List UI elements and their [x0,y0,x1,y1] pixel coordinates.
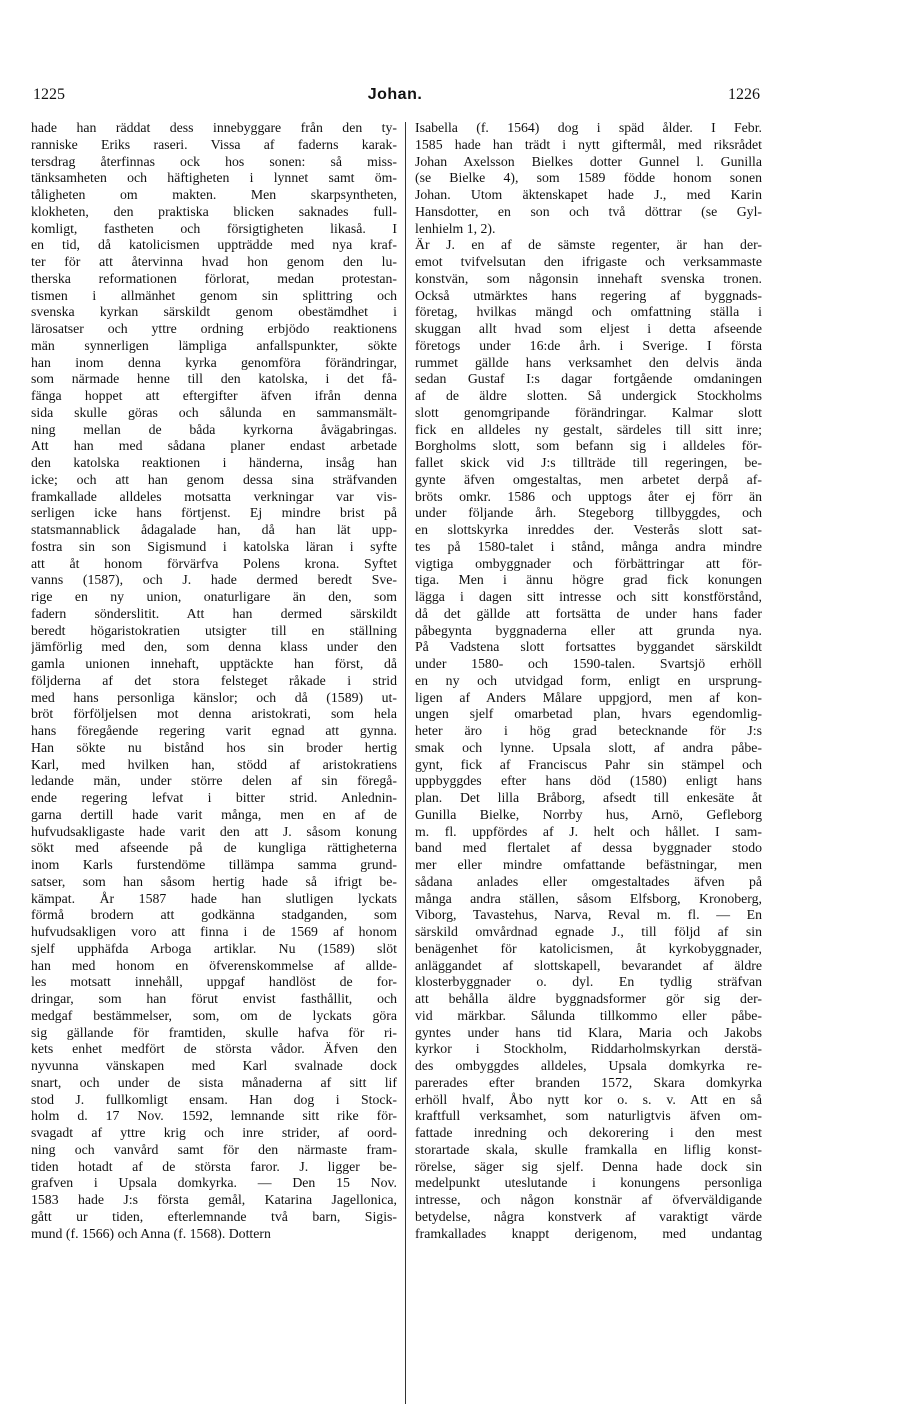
text-line: rige en ny union, onaturligare än den, som [31,589,397,604]
text-line: svenska kyrkan särskildt genom obestämdhet i [31,304,397,320]
text-line: På Vadstena slott fortsattes byggandet särskildt [415,639,762,655]
right-text-column [415,120,762,1242]
text-line: män synnerligen lämpliga anfallspunkter, sökte [31,337,397,353]
text-line: vanns (1587), och J. hade dermed beredt Sve- [31,572,397,588]
text-line: grafven i Upsala domkyrka. — Den 15 Nov. [31,1175,397,1191]
text-line: bröts omkr. 1586 och upptogs åter ej förr än [415,488,762,504]
text-line: fadern sönderslitit. Att han dermed särskildt [31,605,397,621]
page-number-left: 1225 [33,86,65,103]
text-line: beredt högaristokratien utsigter till en ställning [31,622,397,638]
text-line: erhöll hvalf, Åbo nytt kor o. s. v. Att en så [415,1091,762,1107]
text-line: förmå brodern att godkänna stadganden, som [31,907,397,923]
text-line: fostra sin son Sigismund i katolska läran i syfte [31,538,397,554]
text-line: då det gällde att fortsätta de under hans fader [415,605,762,621]
text-line: 1583 hade J:s första gemål, Katarina Jagellonica, [31,1192,397,1207]
text-line: les motsatt innehåll, uppgaf handlöst de for- [31,974,397,990]
left-text-column [31,120,397,1242]
text-line: storartade skala, skulle framkalla en liflig konst- [415,1141,762,1157]
text-line: nyvunna vänskapen med Karl svalnade dock [31,1058,397,1073]
text-line: ungen sjelf omarbetad plan, hvars egendomlig- [415,706,762,722]
text-line: band med flertalet af dessa byggnader stodo [415,840,762,856]
text-line: gynt, fick af Franciscus Pahr sin stämpel och [415,756,762,772]
text-line: therska reformationen förlorat, medan protestan- [31,270,397,286]
text-line: tiga. Men i ännu högre grad fick konungen [415,572,762,588]
text-line: stod J. fullkomligt ensam. Han dog i Stock- [31,1091,397,1107]
text-line: lägga i dagen sitt intresse och sitt konstförstånd, [415,589,762,604]
text-line: fattade inredning och dekorering i den mest [415,1125,762,1140]
text-line: smak och lynne. Upsala slott, af andra påbe- [415,739,762,755]
text-line: mer eller mindre omfattande befästningar, men [415,857,762,872]
text-line: kyrkor i Stockholm, Riddarholmskyrkan derstä- [415,1041,762,1057]
text-line: sökt med afseende på de kungliga rättigheterna [31,840,397,856]
text-line: satser, som han såsom hertig hade så ifrigt be- [31,873,397,889]
text-line: des ombyggdes alldeles, Upsala domkyrka re- [415,1058,762,1073]
text-line: påbegynta byggnaderna eller att grunda nya. [415,622,762,638]
text-line: benägenhet för katolicismen, åt kyrkobyggnader, [415,940,762,956]
page-number-right: 1226 [728,86,760,103]
page-title: Johan. [367,86,423,103]
text-line: sida skulle göras och sålunda en sammansmält- [31,404,397,420]
text-line: följderna af det stora felsteget råkade i strid [31,672,397,688]
text-line: en slottskyrka inreddes der. Vesterås slott sat- [415,522,762,537]
text-line: kämpat. År 1587 hade han slutligen lyckats [31,890,397,906]
text-line: inom Karls furstendöme tillämpa samma grund- [31,857,397,872]
text-line: Johan. Utom äktenskapet hade J., med Karin [415,187,762,202]
text-line: Viborg, Tavastehus, Narva, Reval m. fl. — En [415,907,762,923]
text-line: lärosatser och yttre ordning erbjödo reaktionens [31,321,397,336]
text-line: serligen icke hans förtjenst. Ej mindre brist på [31,505,397,521]
text-line: den katolska reaktionen i händerna, insåg han [31,455,397,470]
column-divider [405,122,406,1404]
text-line: sedan Gustaf I:s dagar fortgående omdaningen [415,371,762,387]
text-line: komligt, fastheten och försigtigheten likaså. I [31,220,397,236]
text-line: Är J. en af de sämste regenter, är han der- [415,237,762,253]
text-line: Också utmärktes hans regering af byggnads- [415,287,762,303]
text-line: 1585 hade han trädt i nytt giftermål, med riksrådet [415,136,762,152]
text-line: ende regering lefvat i bitter strid. Anlednin- [31,790,397,805]
text-line: rörelse, säger sig sjelf. Denna hade dock sin [415,1158,762,1174]
text-line: tersdrag återfinnas ock hos sonen: så miss- [31,153,397,169]
text-line: ranniske Eriks raseri. Vissa af faderns karak- [31,136,397,152]
text-line: med hans personliga känslor; och då (1589) ut- [31,689,397,705]
text-line: dringar, som han förut envist fasthållit, och [31,991,397,1006]
text-line: klosterbyggnader o. dyl. En tydlig sträfvan [415,974,762,990]
text-line: ter för att återvinna hvad hon genom den lu- [31,254,397,269]
text-line: Gunilla Bielke, Norrby hus, Arnö, Gefleborg [415,806,762,822]
text-line: emot tvifvelsutan den ifrigaste och verksammaste [415,254,762,269]
text-line: plan. Det lilla Bråborg, afsedt till enkesäte åt [415,790,762,805]
text-line: framkallades knappt derigenom, med undantag [415,1225,762,1241]
text-line: (se Bielke 4), som 1589 födde honom sonen [415,170,762,186]
text-line: hufvudsakligaste hade varit den att J. såsom konung [31,823,397,839]
text-line: gamla unionen innehaft, upptäckte han först, då [31,656,397,671]
text-line: tänksamheten och häftigheten i lynnet samt öm- [31,170,397,186]
text-line: tåligheten om makten. Men skarpsyntheten, [31,187,397,202]
text-line: fick en alldeles ny gestalt, särdeles till sitt inre; [415,421,762,437]
text-line: medelpunkt uteslutande i konungens personliga [415,1175,762,1191]
text-line: att åt honom förvärfva Polens krona. Syftet [31,555,397,571]
text-line: mund (f. 1566) och Anna (f. 1568). Dottern [31,1225,271,1241]
text-line: han inom denna kyrka genomföra förändringar, [31,354,397,370]
text-line: lenhielm 1, 2). [415,220,496,236]
text-line: tes på 1580-talet i stånd, många andra mindre [415,538,762,554]
text-line: hufvudsakligen voro att finna i de 1569 af honom [31,924,397,939]
text-line: företag, hvilkas mängd och omfattning ställa i [415,304,762,320]
text-line: Borgholms slott, som befann sig i alldeles för- [415,438,762,454]
text-line: gyntes under hans tid Klara, Maria och Jakobs [415,1024,762,1040]
text-line: Hansdotter, en son och två döttrar (se Gyl- [415,203,762,219]
text-line: heter äro i hög grad betecknande för J:s [415,723,762,738]
text-line: under följande årh. Stegeborg tillbyggdes, och [415,505,762,521]
text-line: särskild omvårdnad egnade J., till följd af sin [415,924,762,939]
text-line: anläggandet af slottskapell, bevarandet af äldre [415,957,762,973]
text-line: uppbyggdes efter hans död (1580) enligt hans [415,773,762,789]
text-line: intresse, och någon konstnär af öfverväldigande [415,1192,762,1207]
text-line: statsmannablick ådagalade han, då han lät upp- [31,522,397,537]
text-line: snart, och under de sista månaderna af sitt lif [31,1074,397,1090]
text-line: parerades efter branden 1572, Skara domkyrka [415,1074,762,1090]
text-line: sig gällande för framtiden, skulle hafva för ri- [31,1024,397,1040]
text-line: ning och vanvård samt för den närmaste fram- [31,1141,397,1157]
text-line: gått ur tiden, efterlemnande två barn, Sigis- [31,1208,397,1224]
text-line: medgaf bestämmelser, som, om de lyckats göra [31,1007,397,1023]
text-line: betydelse, några konstverk af varaktigt värde [415,1208,762,1224]
text-line: fallet skick vid J:s tillträde till regeringen, be- [415,455,762,470]
text-line: sjelf upphäfda Arboga artiklar. Nu (1589) slöt [31,940,397,956]
text-line: m. fl. uppfördes af J. helt och hållet. I sam- [415,823,762,839]
text-line: att behålla äldre byggnadsformer gör sig der- [415,991,762,1006]
text-line: rummet gällde hans verksamhet den delvis ända [415,354,762,370]
text-line: framkallade alldeles motsatta verkningar var vis- [31,488,397,504]
text-line: hans föregående regering varit egnad att gynna. [31,723,397,738]
text-line: holm d. 17 Nov. 1592, lemnande sitt rike för- [31,1108,397,1124]
text-line: han med honom en öfverenskommelse af allde- [31,957,397,973]
text-line: hade han räddat dess innebyggare från den ty- [31,120,397,135]
text-line: företogs under 16:de årh. i Sverige. I första [415,337,762,353]
text-line: icke; och att han genom dessa sina sträfvanden [31,471,397,487]
text-line: kraftfull verksamhet, som naturligtvis äfven om- [415,1108,762,1124]
text-line: som närmade henne till den katolska, i det få- [31,371,397,387]
text-line: gynte äfven omgestaltas, men arbetet derpå af- [415,471,762,487]
text-line: många andra ställen, såsom Elfsborg, Kronoberg, [415,890,762,906]
text-line: ledande män, under större delen af sin föregå- [31,773,397,789]
text-line: Han sökte nu bistånd hos sin broder hertig [31,739,397,755]
text-line: svagadt af yttre krig och inre strider, af oord- [31,1125,397,1140]
text-line: slott genomgripande förändringar. Kalmar slott [415,404,762,420]
text-line: af de äldre slotten. Så undergick Stockholms [415,388,762,403]
text-line: vigtiga ombyggnader och förbättringar att för- [415,555,762,571]
text-line: Johan Axelsson Bielkes dotter Gunnel l. Gunilla [415,153,762,169]
text-line: vid märkbar. Sålunda tillkommo eller påbe- [415,1007,762,1023]
text-line: en ny och utvidgad form, enligt en ursprung- [415,672,762,688]
text-line: en tid, då katolicismen uppträdde med nya kraf- [31,237,397,253]
text-line: jämförlig med den, som denna klass under den [31,639,397,655]
text-line: konstvän, som någonsin innehaft svenska tronen. [415,270,762,286]
text-line: Karl, med hvilken han, stödd af aristokratiens [31,756,397,772]
text-line: tismen i allmänhet genom sin splittring och [31,287,397,303]
text-line: sådana anlades eller omgestaltades äfven på [415,873,762,889]
text-line: fänga hoppet att eftergifter äfven ifrån denna [31,388,397,403]
text-line: skuggan allt hvad som eljest i detta afseende [415,321,762,336]
text-line: garna dertill hade varit många, men en af de [31,806,397,822]
text-line: Isabella (f. 1564) dog i späd ålder. I Febr. [415,120,762,135]
text-line: ning mellan de båda kyrkorna åvägabringas. [31,421,397,437]
text-line: kets enhet medfört de största vådor. Äfven den [31,1041,397,1057]
text-line: tiden hotadt af de största faror. J. ligger be- [31,1158,397,1174]
text-line: under 1580- och 1590-talen. Svartsjö erhöll [415,656,762,671]
text-line: bröt förföljelsen mot denna aristokrati, som hela [31,706,397,722]
text-line: klokheten, den praktiska blicken saknades full- [31,203,397,219]
text-line: ligen af Anders Målare uppgjord, men af kon- [415,689,762,705]
text-line: Att han med sådana planer endast arbetade [31,438,397,454]
